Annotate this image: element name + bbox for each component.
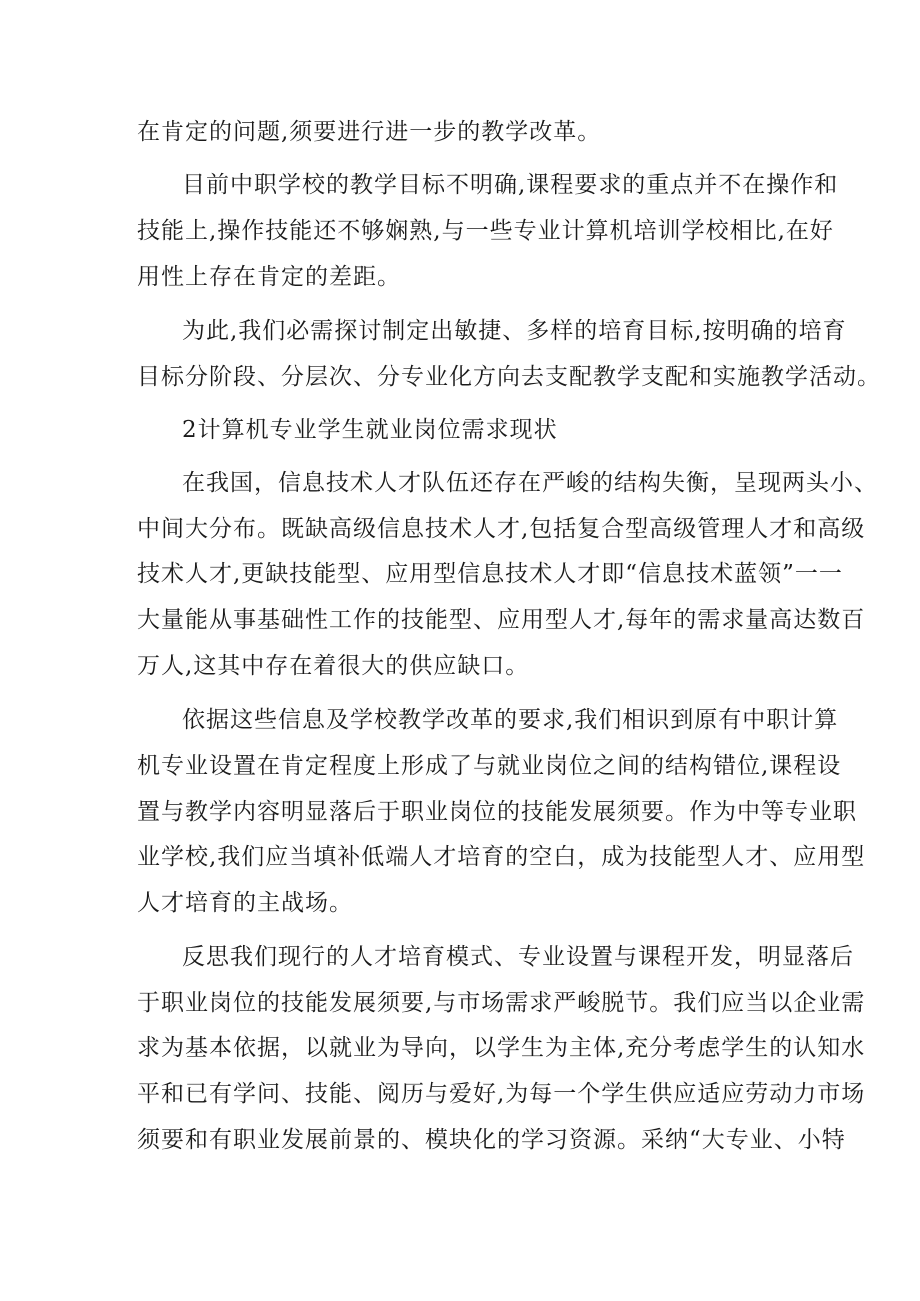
line-3: 技能上,操作技能还不够娴熟,与一些专业计算机培训学校相比,在好 — [137, 218, 834, 244]
line-19: 于职业岗位的技能发展须要,与市场需求严峻脱节。我们应当以企业需 — [137, 990, 866, 1016]
line-15: 置与教学内容明显落后于职业岗位的技能发展须要。作为中等专业职 — [137, 799, 857, 825]
line-18: 反思我们现行的人才培育模式、专业设置与课程开发，明显落后 — [182, 944, 854, 970]
section-heading: 2计算机专业学生就业岗位需求现状 — [182, 417, 558, 443]
line-8: 在我国，信息技术人才队伍还存在严峻的结构失衡，呈现两头小、 — [182, 470, 878, 496]
line-21: 平和已有学问、技能、阅历与爱好,为每一个学生供应适应劳动力市场 — [137, 1081, 866, 1107]
line-12: 万人,这其中存在着很大的供应缺口。 — [137, 653, 530, 679]
line-16: 业学校,我们应当填补低端人才培育的空白，成为技能型人才、应用型 — [137, 844, 866, 870]
line-9: 中间大分布。既缺高级信息技术人才,包括复合型高级管理人才和高级 — [137, 516, 866, 542]
line-20: 求为基本依据，以就业为导向，以学生为主体,充分考虑学生的认知水 — [137, 1035, 866, 1061]
line-17: 人才培育的主战场。 — [137, 890, 353, 916]
line-22: 须要和有职业发展前景的、模块化的学习资源。采纳“大专业、小特 — [137, 1127, 846, 1153]
line-14: 机专业设置在肯定程度上形成了与就业岗位之间的结构错位,课程设 — [137, 753, 842, 779]
line-10: 技术人才,更缺技能型、应用型信息技术人才即“信息技术蓝领”一一 — [137, 561, 843, 587]
line-11: 大量能从事基础性工作的技能型、应用型人才,每年的需求量高达数百 — [137, 607, 866, 633]
line-1: 在肯定的问题,须要进行进一步的教学改革。 — [137, 119, 602, 145]
line-5: 为此,我们必需探讨制定出敏捷、多样的培育目标,按明确的培育 — [182, 318, 847, 344]
line-6: 目标分阶段、分层次、分专业化方向去支配教学支配和实施教学活动。 — [137, 364, 881, 390]
line-4: 用性上存在肯定的差距。 — [137, 264, 401, 290]
line-13: 依据这些信息及学校教学改革的要求,我们相识到原有中职计算 — [182, 707, 839, 733]
line-2: 目前中职学校的教学目标不明确,课程要求的重点并不在操作和 — [182, 172, 839, 198]
